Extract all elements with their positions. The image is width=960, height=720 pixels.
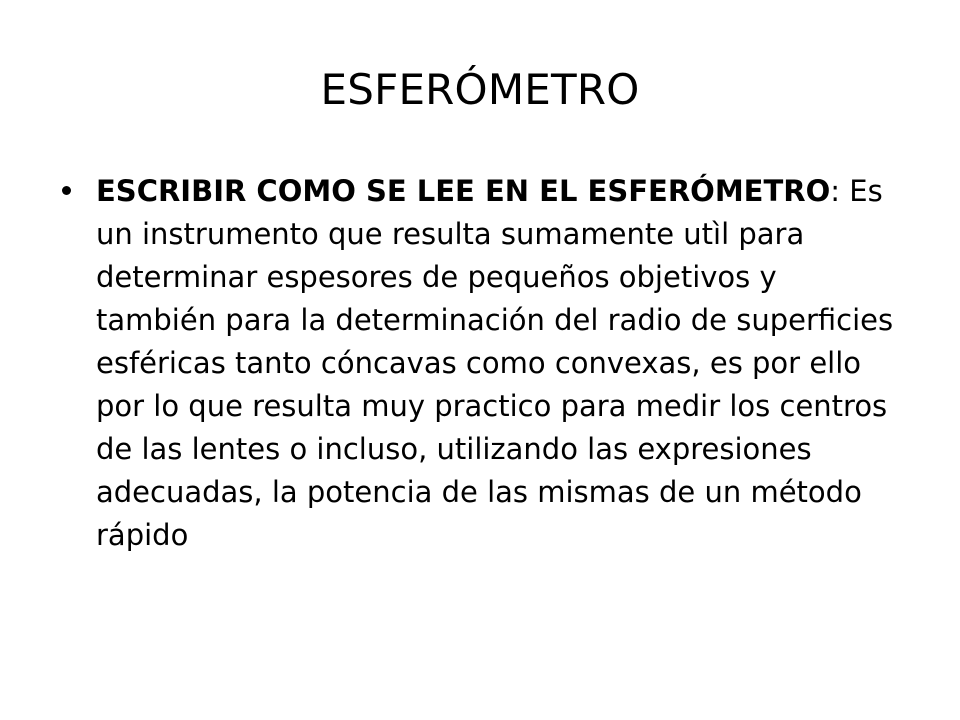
bullet-icon [62,186,71,195]
bullet-list [62,170,902,557]
slide-title: ESFERÓMETRO [320,65,640,114]
bullet-term: ESCRIBIR COMO SE LEE EN EL ESFERÓMETRO [96,174,831,208]
bullet-separator: : [830,174,841,208]
bullet-item [62,170,902,557]
bullet-text: Es un instrumento que resulta sumamente utìl para determinar espesores de pequeños objetivos y también para la determinación del radio de superficies esféricas tanto cóncavas como convexas, es por ello por lo que resulta muy practico para medir los centros de las lentes o incluso, utilizando las expresiones adecuadas, la potencia de las mismas de un método rápido [96,174,894,552]
